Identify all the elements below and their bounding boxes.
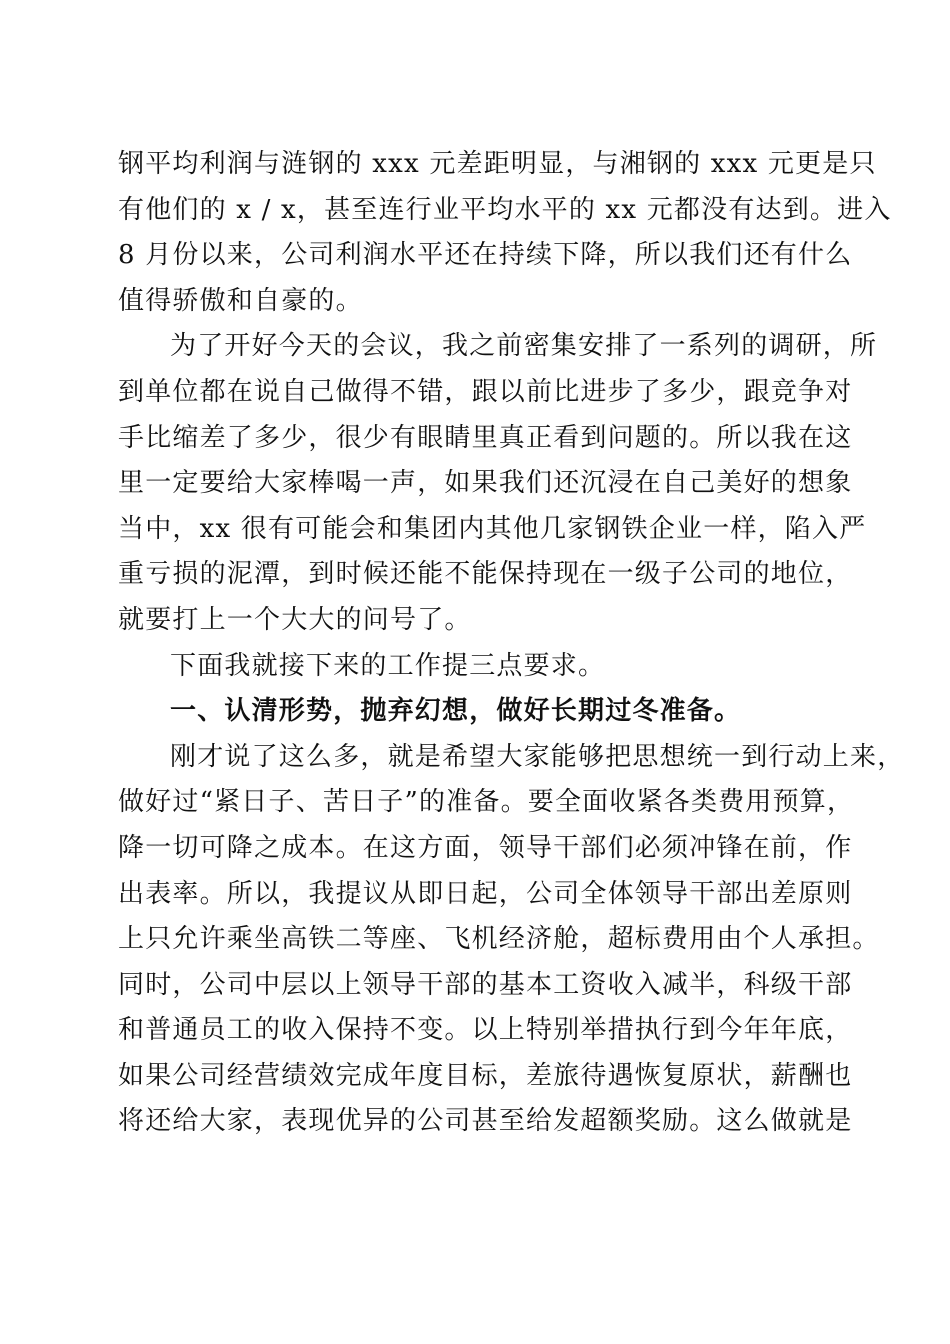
heading-line: 一、认清形势，抛弃幻想，做好长期过冬准备。	[170, 696, 742, 727]
text-line: 同时，公司中层以上领导干部的基本工资收入减半，科级干部	[118, 969, 853, 1000]
paragraph-three-requirements-intro	[118, 644, 848, 690]
document-body	[118, 142, 905, 1145]
text-line: 为了开好今天的会议，我之前密集安排了一系列的调研，所	[170, 331, 878, 362]
text-line: 就要打上一个大大的问号了。	[118, 604, 472, 635]
text-line: 重亏损的泥潭，到时候还能不能保持现在一级子公司的地位，	[118, 559, 853, 590]
text-line: 钢平均利润与涟钢的 xxx 元差距明显，与湘钢的 xxx 元更是只	[118, 149, 877, 179]
text-line: 8 月份以来，公司利润水平还在持续下降，所以我们还有什么	[118, 240, 853, 271]
text-line: 到单位都在说自己做得不错，跟以前比进步了多少，跟竞争对	[118, 376, 853, 407]
paragraph-profit-comparison	[118, 142, 892, 324]
text-line: 将还给大家，表现优异的公司甚至给发超额奖励。这么做就是	[118, 1106, 853, 1137]
text-line: 如果公司经营绩效完成年度目标，差旅待遇恢复原状，薪酬也	[118, 1060, 853, 1091]
section-heading-1	[118, 689, 848, 735]
text-line: 上只允许乘坐高铁二等座、飞机经济舱，超标费用由个人承担。	[118, 924, 880, 955]
text-line: 降一切可降之成本。在这方面，领导干部们必须冲锋在前，作	[118, 832, 853, 863]
text-line: 刚才说了这么多，就是希望大家能够把思想统一到行动上来，	[170, 741, 905, 772]
text-line: 里一定要给大家棒喝一声，如果我们还沉浸在自己美好的想象	[118, 468, 853, 499]
text-line: 有他们的 x / x，甚至连行业平均水平的 xx 元都没有达到。进入	[118, 194, 892, 225]
text-line: 当中，xx 很有可能会和集团内其他几家钢铁企业一样，陷入严	[118, 513, 867, 544]
text-line: 和普通员工的收入保持不变。以上特别举措执行到今年年底，	[118, 1015, 853, 1046]
text-line: 出表率。所以，我提议从即日起，公司全体领导干部出差原则	[118, 878, 853, 909]
text-line: 做好过“紧日子、苦日子”的准备。要全面收紧各类费用预算，	[118, 787, 855, 818]
paragraph-cost-cutting	[118, 735, 905, 1145]
text-line: 手比缩差了多少，很少有眼睛里真正看到问题的。所以我在这	[118, 422, 853, 453]
text-line: 值得骄傲和自豪的。	[118, 285, 363, 316]
text-line: 下面我就接下来的工作提三点要求。	[170, 650, 606, 681]
paragraph-meeting-research	[118, 324, 878, 643]
